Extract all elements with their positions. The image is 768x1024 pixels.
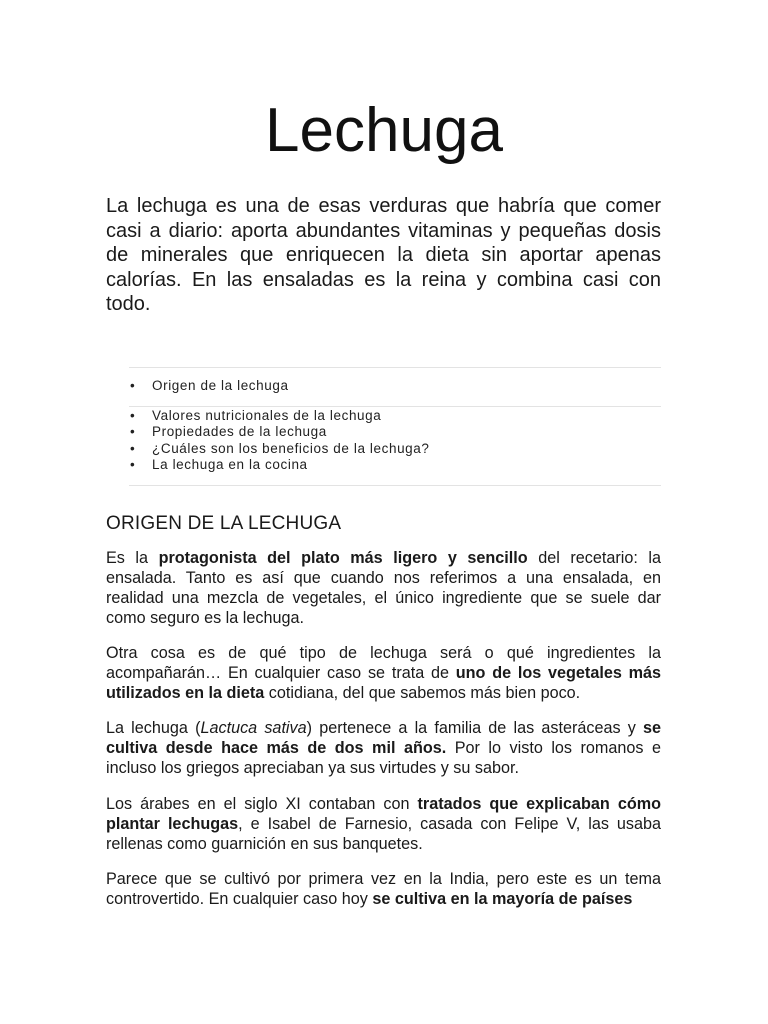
bullet-icon: • (130, 378, 136, 393)
bullet-icon: • (130, 457, 136, 472)
text-run: Otra cosa es de qué tipo de lechuga será o qué ingredientes la acompañarán… En cualquier caso se trata de (106, 644, 661, 682)
body-paragraph-2 (106, 643, 661, 703)
table-of-contents (129, 367, 661, 486)
text-run: ) pertenece a la familia de las asteráceas y (306, 719, 643, 737)
toc-item-label: ¿Cuáles son los beneficios de la lechuga? (152, 440, 430, 456)
toc-item-label: Origen de la lechuga (152, 378, 289, 393)
toc-item-beneficios[interactable] (130, 440, 661, 458)
toc-group-secondary (129, 407, 661, 485)
toc-item-label: Propiedades de la lechuga (152, 424, 327, 439)
toc-item-cocina[interactable] (130, 457, 661, 474)
toc-item-label: La lechuga en la cocina (152, 457, 308, 472)
bullet-icon: • (130, 440, 136, 456)
bold-text-run: se cultiva desde hace más de dos mil años. (106, 719, 662, 757)
text-run: , e Isabel de Farnesio, casada con Felipe V, las usaba rellenas como guarnición en sus banquetes. (106, 815, 661, 853)
toc-item-label: Valores nutricionales de la lechuga (152, 407, 382, 423)
bold-text-run: tratados que explicaban cómo plantar lechugas (106, 795, 661, 833)
bold-text-run: protagonista del plato más ligero y sencillo (158, 549, 528, 567)
text-run: Parece que se cultivó por primera vez en la India, pero este es un tema controvertido. En cualquier caso hoy (106, 870, 661, 908)
text-run: Es la (106, 549, 159, 567)
body-paragraph-3 (106, 718, 661, 778)
text-run: Los árabes en el siglo XI contaban con (106, 795, 418, 813)
intro-paragraph: La lechuga es una de esas verduras que habría que comer casi a diario: aporta abundantes vitaminas y pequeñas dosis de minerales que enriquecen la dieta sin aportar apenas calorías. En las ensaladas es la reina y combina casi con todo. (106, 195, 661, 315)
text-run: Por lo visto los romanos e incluso los griegos apreciaban ya sus virtudes y su sabor. (106, 739, 662, 777)
toc-bottom-divider (129, 485, 661, 486)
bold-text-run: se cultiva en la mayoría de países (372, 890, 633, 908)
body-paragraph-1 (106, 548, 661, 628)
body-paragraph-5 (106, 869, 661, 909)
body-paragraph-4 (106, 794, 661, 854)
text-run: cotidiana, del que sabemos más bien poco. (264, 684, 581, 702)
text-run: del recetario: la ensalada. Tanto es así que cuando nos referimos a una ensalada, en realidad una mezcla de vegetales, el único ingrediente que se suele dar como seguro es la lechuga. (106, 549, 661, 627)
section-heading-origen: ORIGEN DE LA LECHUGA (106, 513, 342, 534)
bullet-icon: • (130, 424, 136, 439)
toc-group-primary (129, 368, 661, 406)
text-run: La lechuga ( (106, 719, 201, 737)
bullet-icon: • (130, 407, 136, 423)
page-title: Lechuga (265, 96, 503, 165)
italic-text-run: Lactuca sativa (200, 719, 307, 737)
toc-item-valores[interactable] (130, 407, 661, 425)
bold-text-run: uno de los vegetales más utilizados en la dieta (106, 664, 661, 702)
toc-item-propiedades[interactable] (130, 424, 661, 441)
toc-item-origen[interactable] (130, 378, 661, 395)
